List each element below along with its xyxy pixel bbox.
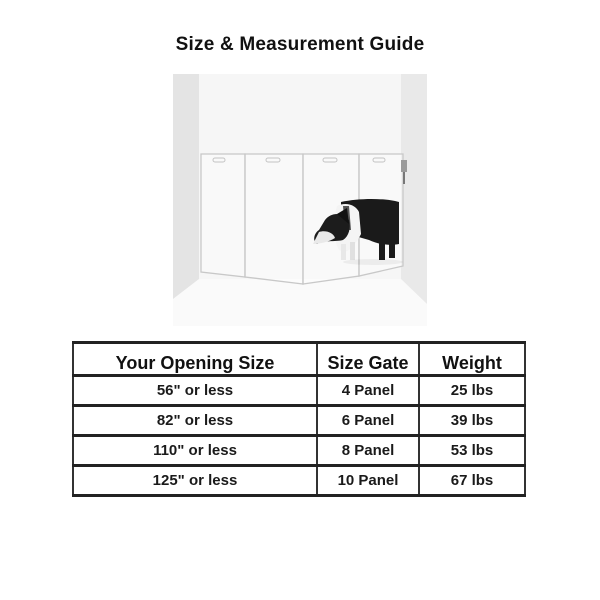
cell-size-gate: 6 Panel [317,406,419,436]
gate-photo-illustration [173,74,427,326]
cell-opening-size: 110" or less [73,436,317,466]
cell-weight: 39 lbs [419,406,525,436]
cell-weight: 67 lbs [419,466,525,496]
header-opening-size: Your Opening Size [73,343,317,376]
page-title: Size & Measurement Guide [175,34,425,55]
cell-weight: 25 lbs [419,376,525,406]
cell-size-gate: 8 Panel [317,436,419,466]
size-guide-table [72,341,526,497]
table-row [73,466,525,496]
cell-size-gate: 4 Panel [317,376,419,406]
header-size-gate: Size Gate [317,343,419,376]
table-row [73,376,525,406]
cell-opening-size: 82" or less [73,406,317,436]
cell-weight: 53 lbs [419,436,525,466]
cell-size-gate: 10 Panel [317,466,419,496]
table-row [73,436,525,466]
table-row [73,406,525,436]
cell-opening-size: 125" or less [73,466,317,496]
header-weight: Weight [419,343,525,376]
product-photo [173,74,427,326]
table-header-row [73,343,525,376]
cell-opening-size: 56" or less [73,376,317,406]
